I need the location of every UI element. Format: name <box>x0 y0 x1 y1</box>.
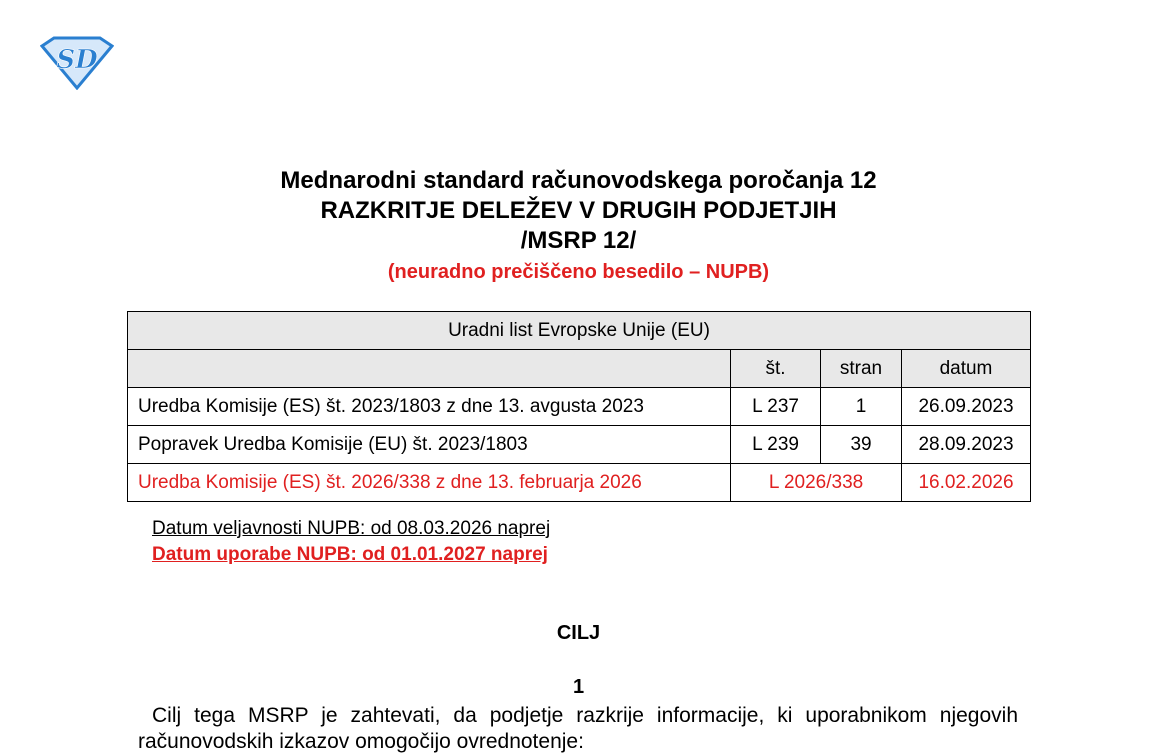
table-row <box>128 388 1031 426</box>
row-stran: 1 <box>821 388 902 426</box>
row-datum: 16.02.2026 <box>901 464 1030 502</box>
row-stran: 39 <box>821 426 902 464</box>
logo-icon <box>40 36 114 90</box>
title-line-2: RAZKRITJE DELEŽEV V DRUGIH PODJETJIH <box>320 197 837 224</box>
column-header-stran: stran <box>821 350 902 388</box>
validity-date: Datum veljavnosti NUPB: od 08.03.2026 naprej <box>152 518 551 539</box>
row-st: L 237 <box>731 388 821 426</box>
row-st-stran: L 2026/338 <box>731 464 902 502</box>
row-text: Popravek Uredba Komisije (EU) št. 2023/1803 <box>128 426 731 464</box>
row-st: L 239 <box>731 426 821 464</box>
paragraph-number: 1 <box>572 676 585 698</box>
row-text: Uredba Komisije (ES) št. 2023/1803 z dne 13. avgusta 2023 <box>128 388 731 426</box>
document-title <box>0 166 1157 286</box>
paragraph-text: Cilj tega MSRP je zahtevati, da podjetje razkrije informacije, ki uporabnikom njegovih računovodskih izkazov omogočijo ovrednotenje: <box>138 704 1018 753</box>
row-text: Uredba Komisije (ES) št. 2026/338 z dne 13. februarja 2026 <box>128 464 731 502</box>
application-date: Datum uporabe NUPB: od 01.01.2027 naprej <box>152 544 548 565</box>
table-caption: Uradni list Evropske Unije (EU) <box>128 312 1031 350</box>
column-header-blank <box>128 350 731 388</box>
section-heading: CILJ <box>556 622 601 644</box>
title-line-3: /MSRP 12/ <box>520 227 637 254</box>
column-header-st: št. <box>731 350 821 388</box>
row-datum: 26.09.2023 <box>901 388 1030 426</box>
table-header-row <box>128 350 1031 388</box>
table-caption-row <box>128 312 1031 350</box>
title-line-1: Mednarodni standard računovodskega poročanja 12 <box>280 167 877 194</box>
svg-text:SD: SD <box>56 45 98 75</box>
row-datum: 28.09.2023 <box>901 426 1030 464</box>
validity-dates <box>152 516 550 568</box>
official-journal-table <box>127 311 1031 502</box>
subtitle: (neuradno prečiščeno besedilo – NUPB) <box>387 261 770 283</box>
column-header-datum: datum <box>901 350 1030 388</box>
table-row <box>128 464 1031 502</box>
table-row <box>128 426 1031 464</box>
